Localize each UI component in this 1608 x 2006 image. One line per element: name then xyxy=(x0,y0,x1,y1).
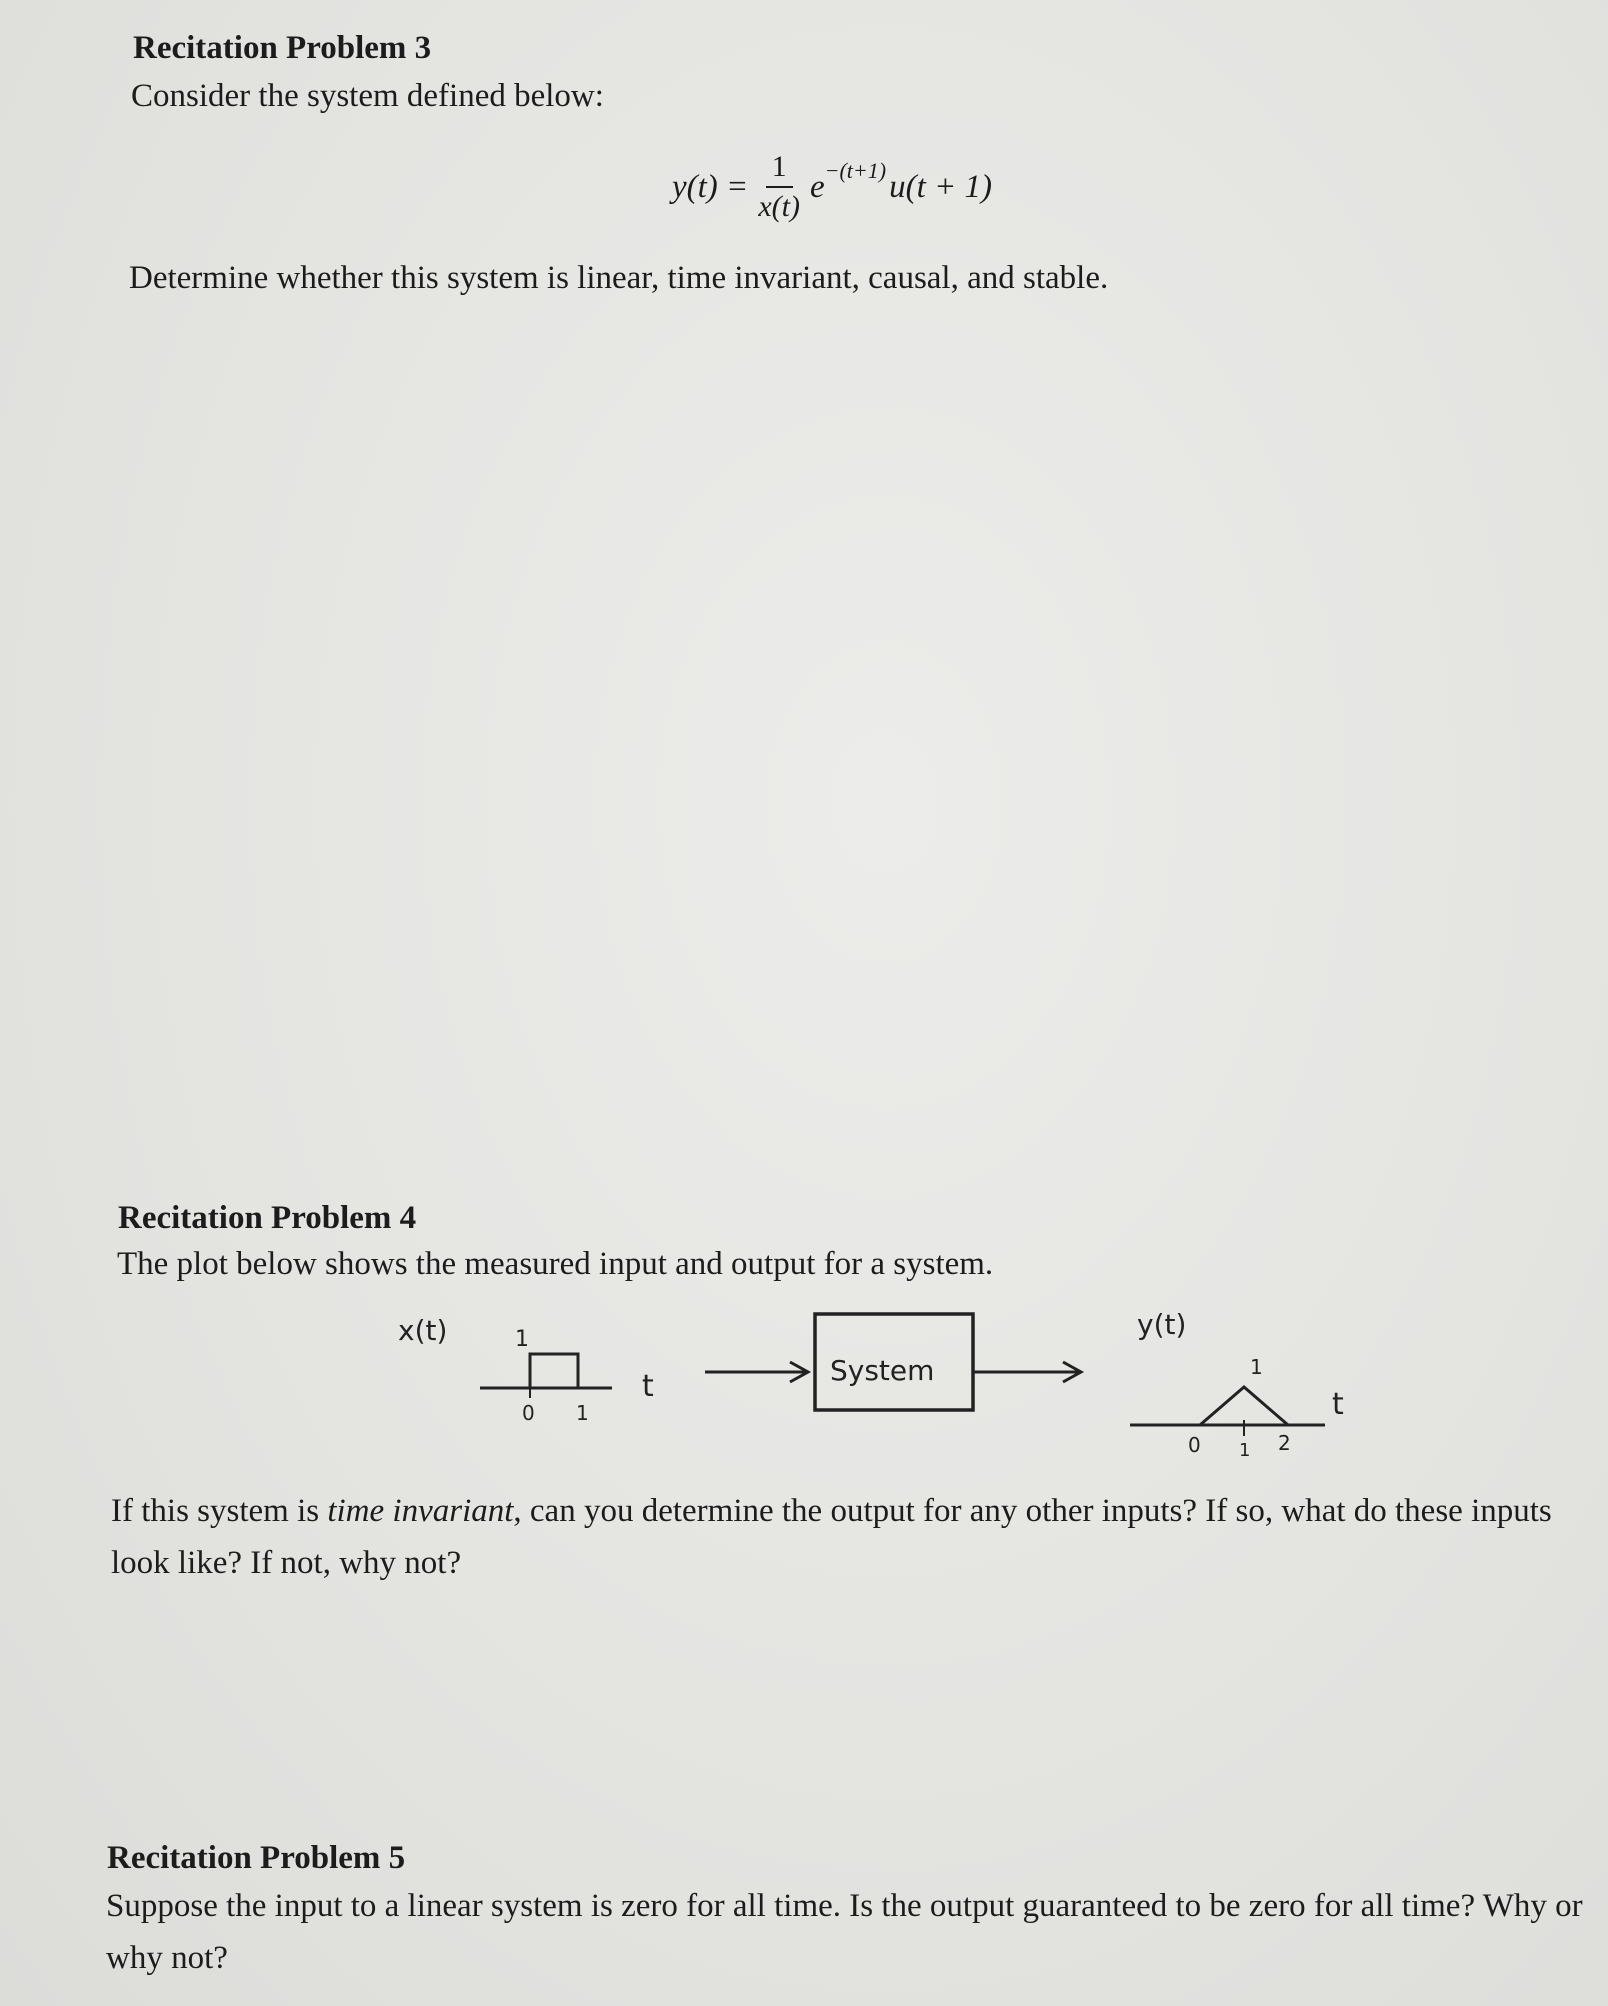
equation-exp-base: e xyxy=(809,168,825,205)
equation-lhs: y(t) = xyxy=(672,168,749,205)
system-io-diagram xyxy=(380,1290,1400,1470)
output-tick-one-label: 1 xyxy=(1239,1440,1251,1461)
input-tick-zero-label: 0 xyxy=(522,1401,535,1425)
equation-step-term: u(t + 1) xyxy=(889,168,992,205)
problem-4-title: Recitation Problem 4 xyxy=(118,1200,417,1236)
problem-3-intro: Consider the system defined below: xyxy=(131,78,604,114)
fraction-denominator: x(t) xyxy=(758,190,800,223)
output-height-label: 1 xyxy=(1250,1355,1263,1379)
equation-exponent: −(t+1) xyxy=(824,158,887,183)
system-box-label: System xyxy=(830,1354,935,1387)
problem-4-question-emphasis: time invariant xyxy=(327,1493,514,1529)
output-tick-two-label: 2 xyxy=(1278,1431,1291,1455)
fraction-numerator: 1 xyxy=(766,150,793,188)
problem-4-question xyxy=(111,1485,1601,1589)
input-pulse xyxy=(530,1354,578,1388)
problem-4-intro: The plot below shows the measured input and output for a system. xyxy=(117,1246,994,1282)
equation-fraction xyxy=(752,150,806,224)
problem-3-title: Recitation Problem 3 xyxy=(133,30,432,66)
output-tick-zero-label: 0 xyxy=(1188,1433,1201,1457)
output-axis-label: t xyxy=(1332,1387,1344,1422)
input-signal-label: x(t) xyxy=(398,1314,448,1347)
problem-4-question-end: , can you determine the output for any other inputs? If so, what do these inputs look like? If not, why not? xyxy=(111,1493,1552,1581)
problem-5-title: Recitation Problem 5 xyxy=(107,1840,406,1876)
input-tick-one-label: 1 xyxy=(576,1401,589,1425)
input-height-label: 1 xyxy=(515,1327,529,1352)
problem-5-question: Suppose the input to a linear system is zero for all time. Is the output guaranteed to be zero for all time? Why or why not? xyxy=(106,1888,1583,1976)
problem-3-question: Determine whether this system is linear, time invariant, causal, and stable. xyxy=(129,260,1109,296)
output-triangle xyxy=(1200,1387,1288,1425)
system-equation xyxy=(672,150,992,224)
problem-4-question-start: If this system is xyxy=(111,1493,328,1529)
input-axis-label: t xyxy=(642,1369,654,1404)
output-signal-label: y(t) xyxy=(1137,1308,1187,1341)
